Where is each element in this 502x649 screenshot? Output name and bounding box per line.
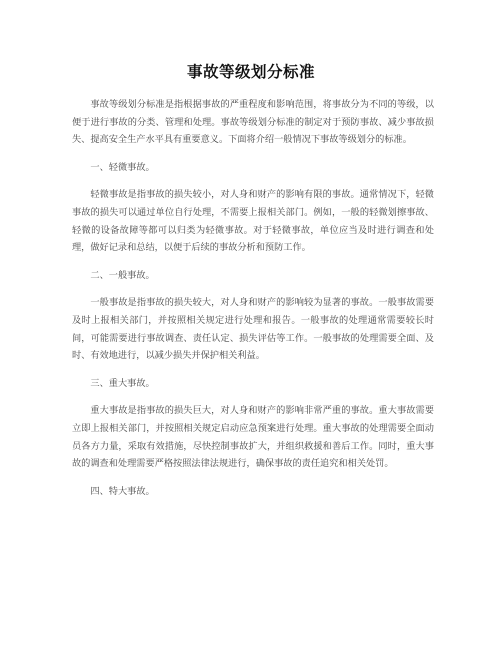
section-heading-minor: 一、轻微事故。	[90, 161, 155, 173]
section-body-general: 一般事故是指事故的损失较大，对人身和财产的影响较为显著的事故。一般事故需要及时上报相关部门，并按照相关规定进行处理和报告。一般事故的处理通常需要较长时间，可能需要进行事故调查、责任认定、损失评估等工作。一般事故的处理需要全面、及时、有效地进行，以减少损失并保护相关利益。	[72, 297, 434, 362]
section-heading-general: 二、一般事故。	[90, 269, 155, 281]
intro-paragraph: 事故等级划分标准是指根据事故的严重程度和影响范围，将事故分为不同的等级，以便于进行事故的分类、管理和处理。事故等级划分标准的制定对于预防事故、减少事故损失、提高安全生产水平具有重要意义。下面将介绍一般情况下事故等级划分的标准。	[72, 99, 434, 146]
section-heading-major: 三、重大事故。	[90, 377, 155, 389]
document-body	[72, 96, 434, 510]
section-body-major: 重大事故是指事故的损失巨大，对人身和财产的影响非常严重的事故。重大事故需要立即上报相关部门，并按照相关规定启动应急预案进行处理。重大事故的处理需要全面动员各方力量，采取有效措施，尽快控制事故扩大，并组织救援和善后工作。同时，重大事故的调查和处理需要严格按照法律法规进行，确保事故的责任追究和相关处罚。	[72, 405, 434, 470]
section-heading-extraordinary: 四、特大事故。	[90, 485, 155, 497]
section-body-minor: 轻微事故是指事故的损失较小，对人身和财产的影响有限的事故。通常情况下，轻微事故的损失可以通过单位自行处理，不需要上报相关部门。例如，一般的轻微划擦事故、轻微的设备故障等都可以归类为轻微事故。对于轻微事故，单位应当及时进行调查和处理，做好记录和总结，以便于后续的事故分析和预防工作。	[72, 189, 434, 254]
document-title: 事故等级划分标准	[186, 63, 315, 81]
